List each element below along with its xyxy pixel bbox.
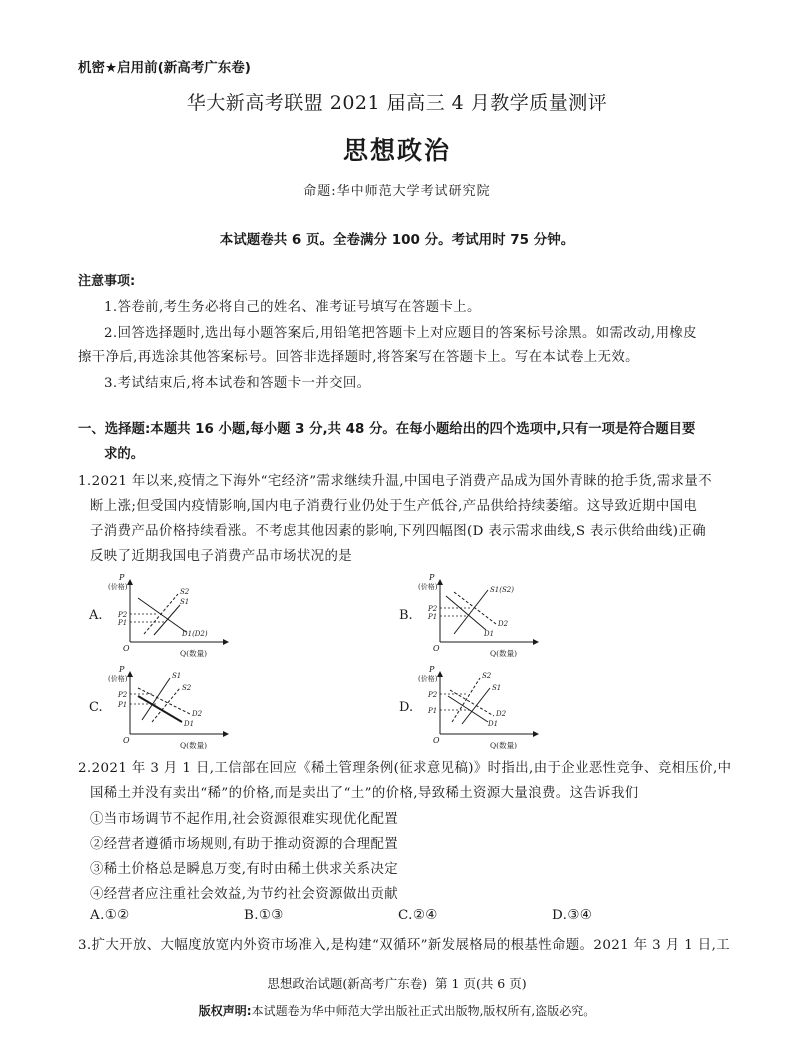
label-p1: P1 <box>118 619 128 627</box>
label-s1: S1 <box>172 672 182 680</box>
origin: O <box>123 736 130 745</box>
q2-option: ②经营者遵循市场规则,有助于推动资源的合理配置 <box>90 837 399 852</box>
graph-b <box>396 572 546 657</box>
q2-choice-d: D.③④ <box>552 908 593 923</box>
axis-p-unit: (价格) <box>108 675 128 683</box>
label-d: D1(D2) <box>182 630 208 638</box>
q2-option: ③稀土价格总是瞬息万变,有时由稀土供求关系决定 <box>90 862 399 877</box>
copyright-text: 本试题卷为华中师范大学出版社正式出版物,版权所有,盗版必究。 <box>251 1004 596 1018</box>
notice-item: 1.答卷前,考生务必将自己的姓名、准考证号填写在答题卡上。 <box>104 300 481 315</box>
label-d2: D2 <box>496 710 507 718</box>
label-s1: S1 <box>492 684 502 692</box>
curve-d1 <box>138 696 182 722</box>
option-letter: D. <box>399 700 414 715</box>
curve-s1 <box>142 678 170 720</box>
axis-p: P <box>119 573 125 582</box>
label-s2: S2 <box>182 684 192 692</box>
q2-option: ④经营者应注重社会效益,为节约社会资源做出贡献 <box>90 887 399 902</box>
exam-title: 华大新高考联盟 2021 届高三 4 月教学质量测评 <box>186 92 608 114</box>
label-p2: P2 <box>118 691 128 699</box>
q2-choice-b: B.①③ <box>244 908 284 923</box>
q2-text: 国稀土并没有卖出“稀”的价格,而是卖出了“土”的价格,导致稀土资源大量浪费。这告诉我们 <box>90 786 639 801</box>
option-letter: C. <box>89 700 103 715</box>
subject-title: 思想政治 <box>342 136 451 165</box>
label-s1: S1 <box>180 598 190 606</box>
q1-text: 反映了近期我国电子消费产品市场状况的是 <box>90 549 353 564</box>
graph-d <box>396 664 546 749</box>
q1-text: 1.2021 年以来,疫情之下海外“宅经济”需求继续升温,中国电子消费产品成为国外青睐的抢手货,需求量不 <box>78 474 712 489</box>
axis-q: Q(数量) <box>490 741 518 749</box>
label-p1: P1 <box>118 701 128 709</box>
axis-p-unit: (价格) <box>418 583 438 591</box>
q1-text: 断上涨;但受国内疫情影响,国内电子消费行业仍处于生产低谷,产品供给持续萎缩。这导致近期中国电 <box>90 499 698 514</box>
label-s: S1(S2) <box>490 586 514 594</box>
axis-p-unit: (价格) <box>108 583 128 591</box>
label-d1: D1 <box>484 630 495 638</box>
author-line: 命题:华中师范大学考试研究院 <box>303 184 491 199</box>
page-footer: 思想政治试题(新高考广东卷) 第 1 页(共 6 页) <box>267 976 527 991</box>
q3-text: 3.扩大开放、大幅度放宽内外资市场准入,是构建“双循环”新发展格局的根基性命题。2021 年 3 月 1 日,工 <box>78 938 731 953</box>
q2-choice-c: C.②④ <box>398 908 438 923</box>
label-p2: P2 <box>428 605 438 613</box>
notice-item: 2.回答选择题时,选出每小题答案后,用铅笔把答题卡上对应题目的答案标号涂黑。如需改动,用橡皮 <box>104 326 697 341</box>
notice-title: 注意事项: <box>78 274 136 289</box>
label-s2: S2 <box>180 588 190 596</box>
label-p1: P1 <box>428 613 438 621</box>
section-heading: 一、选择题:本题共 16 小题,每小题 3 分,共 48 分。在每小题给出的四个选项中,只有一项是符合题目要 <box>78 422 696 437</box>
label-d2: D2 <box>498 620 509 628</box>
curve-s1 <box>154 605 180 635</box>
curve-s2 <box>152 688 180 722</box>
curve-s1 <box>462 688 490 724</box>
label-p2: P2 <box>428 691 438 699</box>
graph-c <box>86 664 236 749</box>
label-p2: P2 <box>118 611 128 619</box>
axis-q: Q(数量) <box>490 649 518 657</box>
label-d1: D1 <box>184 720 195 728</box>
exam-info: 本试题卷共 6 页。全卷满分 100 分。考试用时 75 分钟。 <box>219 232 575 248</box>
curve-s2 <box>452 678 480 722</box>
copyright-label: 版权声明: <box>198 1004 252 1018</box>
option-letter: A. <box>89 608 103 623</box>
origin: O <box>123 644 130 653</box>
axis-p: P <box>429 573 435 582</box>
graph-a <box>86 572 236 657</box>
q2-text: 2.2021 年 3 月 1 日,工信部在回应《稀土管理条例(征求意见稿)》时指出,由于企业恶性竞争、竞相压价,中 <box>78 761 732 776</box>
axis-p-unit: (价格) <box>418 675 438 683</box>
curve-d <box>138 598 186 632</box>
notice-item: 擦干净后,再选涂其他答案标号。回答非选择题时,将答案写在答题卡上。写在本试卷上无效。 <box>78 350 639 365</box>
label-s2: S2 <box>482 672 492 680</box>
axis-p: P <box>119 665 125 674</box>
section-heading-cont: 求的。 <box>104 447 145 462</box>
q1-text: 子消费产品价格持续看涨。不考虑其他因素的影响,下列四幅图(D 表示需求曲线,S 表示供给曲线)正确 <box>90 524 706 539</box>
copyright <box>0 1002 794 1019</box>
label-d1: D1 <box>488 720 499 728</box>
q2-choice-a: A.①② <box>90 908 130 923</box>
label-d2: D2 <box>192 710 203 718</box>
secret-label: 机密★启用前(新高考广东卷) <box>78 60 251 76</box>
notice-item: 3.考试结束后,将本试卷和答题卡一并交回。 <box>104 376 371 391</box>
q2-option: ①当市场调节不起作用,社会资源很难实现优化配置 <box>90 812 399 827</box>
label-p1: P1 <box>428 707 438 715</box>
axis-q: Q(数量) <box>180 741 208 749</box>
option-letter: B. <box>399 608 413 623</box>
axis-p: P <box>429 665 435 674</box>
origin: O <box>433 644 440 653</box>
origin: O <box>433 736 440 745</box>
axis-q: Q(数量) <box>180 649 208 657</box>
